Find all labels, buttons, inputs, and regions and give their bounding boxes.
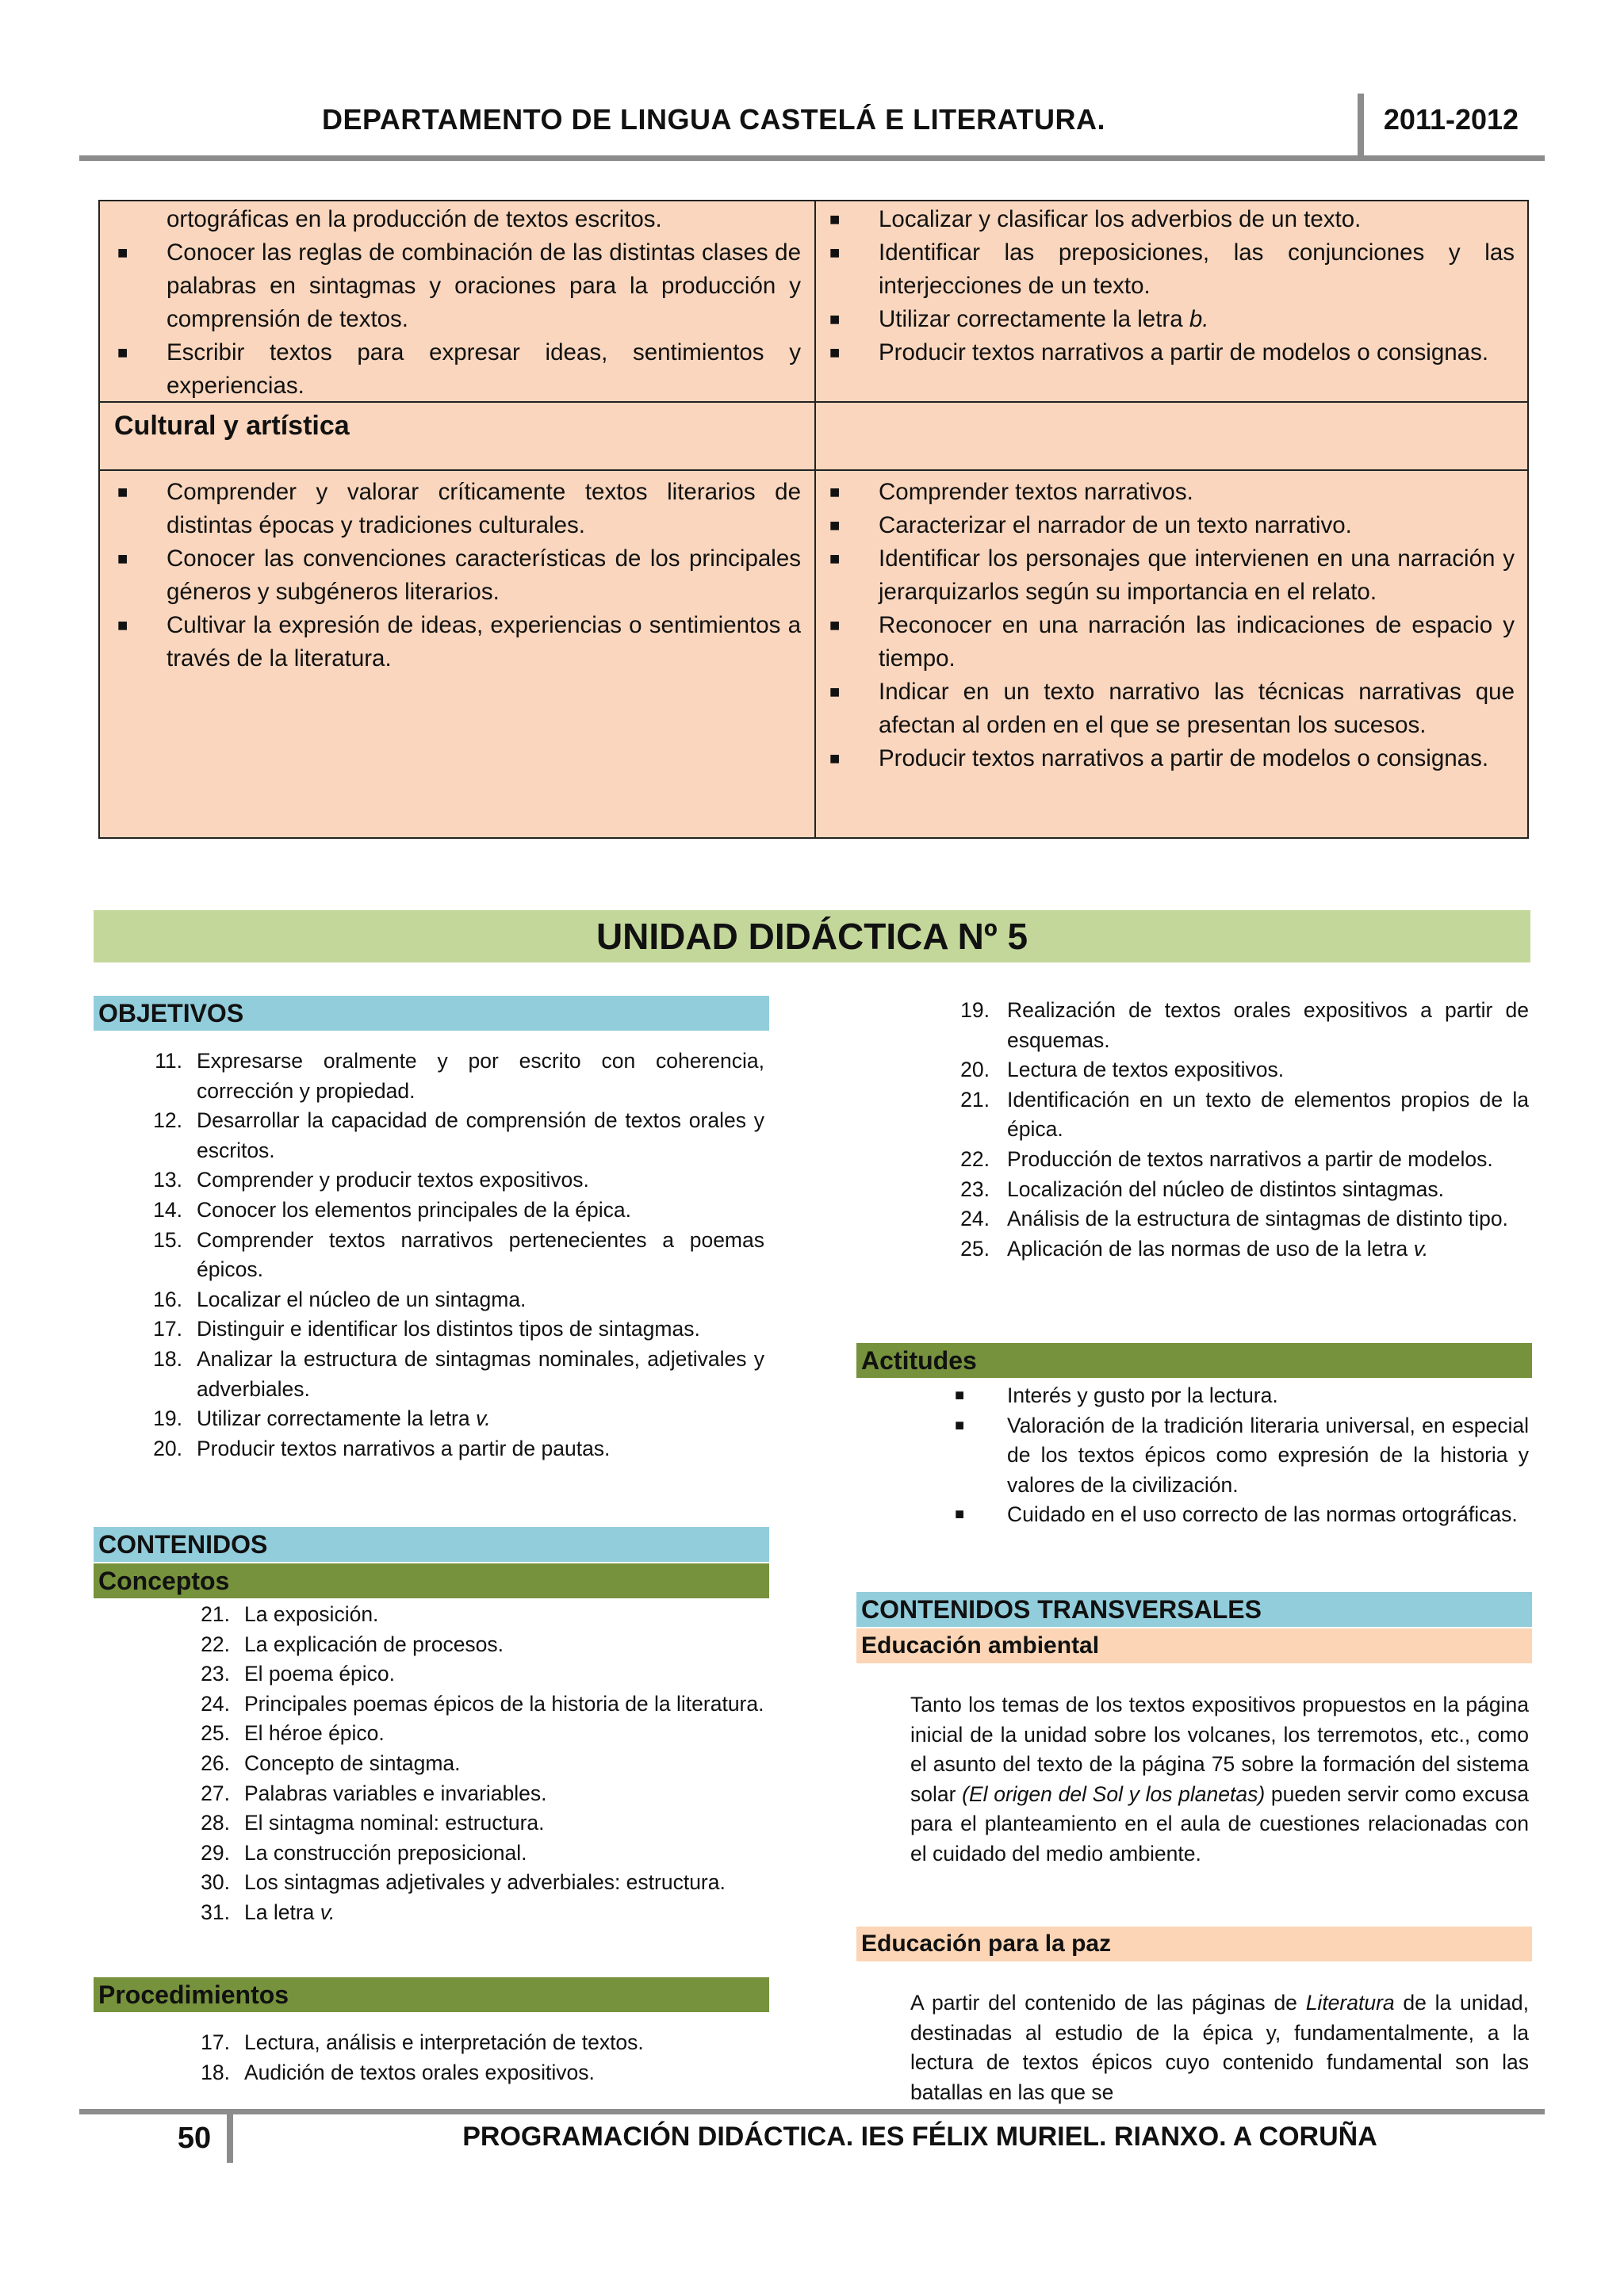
list-item: ■ Identificar los personajes que intervienen en una narración y jerarquizarlos según su importancia en el relato. xyxy=(829,545,1515,605)
ambiental-heading: Educación ambiental xyxy=(856,1628,1532,1663)
list-item: ■ Comprender textos narrativos. xyxy=(829,479,1193,505)
list-item: ■ Conocer las convenciones características de los principales géneros y subgéneros literarios. xyxy=(117,545,801,605)
header-rule xyxy=(79,155,1545,161)
list-item: ■ Conocer las reglas de combinación de las distintas clases de palabras en sintagmas y oraciones para la producción y comprensión de textos. xyxy=(117,239,801,332)
transversales-heading: CONTENIDOS TRANSVERSALES xyxy=(856,1592,1532,1627)
conceptos-heading: Conceptos xyxy=(94,1563,769,1598)
list-item: ■ Caracterizar el narrador de un texto narrativo. xyxy=(829,512,1352,538)
list-item: 20. Producir textos narrativos a partir de pautas. xyxy=(153,1436,611,1460)
list-item: 16. Localizar el núcleo de un sintagma. xyxy=(153,1287,527,1311)
list-item: 17. Lectura, análisis e interpretación de textos. xyxy=(201,2030,644,2054)
list-item: 25. El héroe épico. xyxy=(201,1721,385,1746)
procedimientos-list xyxy=(187,2028,764,2087)
list-item: 12. Desarrollar la capacidad de comprensión de textos orales y escritos. xyxy=(153,1108,764,1162)
competencias-table xyxy=(98,200,1529,839)
table-cell-r2-right xyxy=(815,476,1515,775)
list-item: 24. Análisis de la estructura de sintagmas de distinto tipo. xyxy=(960,1207,1508,1231)
footer-text: PROGRAMACIÓN DIDÁCTICA. IES FÉLIX MURIEL. RIANXO. A CORUÑA xyxy=(462,2122,1377,2152)
section-title-cultural: Cultural y artística xyxy=(114,411,350,441)
list-item: 22. Producción de textos narrativos a partir de modelos. xyxy=(960,1146,1493,1171)
list-item: 24. Principales poemas épicos de la historia de la literatura. xyxy=(201,1691,764,1716)
list-item: 14. Conocer los elementos principales de la épica. xyxy=(153,1197,631,1222)
list-item: ■ Indicar en un texto narrativo las técnicas narrativas que afectan al orden en el que se presentan los sucesos. xyxy=(829,679,1515,738)
paz-paragraph: A partir del contenido de las páginas de Literatura de la unidad, destinadas al estudio de la épica y, fundamentalmente, a la lectura de textos épicos cuyo contenido fundamental son las batallas en las que se xyxy=(910,1991,1529,2104)
list-item: 15. Comprender textos narrativos pertenecientes a poemas épicos. xyxy=(153,1227,764,1282)
header-title: DEPARTAMENTO DE LINGUA CASTELÁ E LITERATURA. xyxy=(322,103,1105,136)
list-item: 19. Utilizar correctamente la letra v. xyxy=(153,1406,491,1431)
list-item: 29. La construcción preposicional. xyxy=(201,1840,527,1865)
header-year: 2011-2012 xyxy=(1383,103,1519,136)
list-item: 18. Audición de textos orales expositivos. xyxy=(201,2060,595,2084)
list-item: 27. Palabras variables e invariables. xyxy=(201,1781,547,1805)
list-item: ■ Escribir textos para expresar ideas, sentimientos y experiencias. xyxy=(117,339,801,399)
list-item: 20. Lectura de textos expositivos. xyxy=(960,1058,1285,1082)
list-item: 18. Analizar la estructura de sintagmas nominales, adjetivales y adverbiales. xyxy=(153,1346,764,1401)
footer-rule xyxy=(79,2109,1545,2114)
table-cell-r2-left xyxy=(103,476,801,675)
header-divider xyxy=(1358,94,1364,160)
list-item: ■ Cuidado en el uso correcto de las normas ortográficas. xyxy=(955,1502,1518,1527)
list-item: ■ Localizar y clasificar los adverbios de un texto. xyxy=(829,206,1362,232)
list-item: ■ Valoración de la tradición literaria universal, en especial de los textos épicos como expresión de la historia y valores de la civilización. xyxy=(955,1413,1529,1497)
unit-title: UNIDAD DIDÁCTICA Nº 5 xyxy=(94,910,1530,962)
list-item: 11. Expresarse oralmente y por escrito con coherencia, corrección y propiedad. xyxy=(155,1049,764,1103)
list-item: 30. Los sintagmas adjetivales y adverbiales: estructura. xyxy=(201,1870,726,1895)
list-item: 31. La letra v. xyxy=(201,1900,335,1924)
actitudes-list xyxy=(940,1381,1529,1530)
list-item: ■ Cultivar la expresión de ideas, experiencias o sentimientos a través de la literatura. xyxy=(117,612,801,672)
list-item: ■ Identificar las preposiciones, las conjunciones y las interjecciones de un texto. xyxy=(829,239,1515,299)
list-item: 28. El sintagma nominal: estructura. xyxy=(201,1811,545,1835)
procedimientos-list-continued xyxy=(940,996,1529,1264)
page-number: 50 xyxy=(177,2122,212,2155)
list-item: ■ Producir textos narrativos a partir de modelos o consignas. xyxy=(829,745,1489,771)
list-item: 26. Concepto de sintagma. xyxy=(201,1751,461,1775)
ambiental-paragraph: Tanto los temas de los textos expositivos propuestos en la página inicial de la unidad sobre los volcanes, los terremotos, etc., como el asunto del texto de la página 75 sobre la formación del sistema solar (El origen del Sol y los planetas) pueden servir como excusa para el planteamiento en el aula de cuestiones relacionadas con el cuidado del medio ambiente. xyxy=(910,1693,1529,1866)
list-item: 23. El poema épico. xyxy=(201,1662,396,1686)
list-item: 21. Identificación en un texto de elementos propios de la épica. xyxy=(960,1087,1529,1142)
list-item: ■ Utilizar correctamente la letra b. xyxy=(829,306,1209,332)
list-item: 22. La explicación de procesos. xyxy=(201,1632,504,1656)
list-item: ■ Comprender y valorar críticamente textos literarios de distintas épocas y tradiciones culturales. xyxy=(117,479,801,538)
contenidos-heading: CONTENIDOS xyxy=(94,1527,769,1562)
list-item: 21. La exposición. xyxy=(201,1602,379,1626)
objetivos-heading: OBJETIVOS xyxy=(94,996,769,1031)
list-item: 19. Realización de textos orales expositivos a partir de esquemas. xyxy=(960,998,1529,1052)
table-cell-r1-right xyxy=(815,203,1515,369)
list-item: ■ Producir textos narrativos a partir de modelos o consignas. xyxy=(829,339,1489,365)
list-item: ■ Interés y gusto por la lectura. xyxy=(955,1383,1278,1407)
list-item: ■ Reconocer en una narración las indicaciones de espacio y tiempo. xyxy=(829,612,1515,672)
list-item: ortográficas en la producción de textos escritos. xyxy=(167,206,662,232)
procedimientos-heading: Procedimientos xyxy=(94,1977,769,2012)
objetivos-list xyxy=(140,1047,764,1464)
conceptos-list xyxy=(187,1600,764,1928)
paz-heading: Educación para la paz xyxy=(856,1927,1532,1961)
list-item: 25. Aplicación de las normas de uso de la letra v. xyxy=(960,1236,1429,1261)
table-cell-r1-left xyxy=(103,203,801,403)
list-item: 13. Comprender y producir textos expositivos. xyxy=(153,1168,589,1192)
list-item: 17. Distinguir e identificar los distintos tipos de sintagmas. xyxy=(153,1317,700,1341)
list-item: 23. Localización del núcleo de distintos sintagmas. xyxy=(960,1177,1444,1201)
actitudes-heading: Actitudes xyxy=(856,1343,1532,1378)
